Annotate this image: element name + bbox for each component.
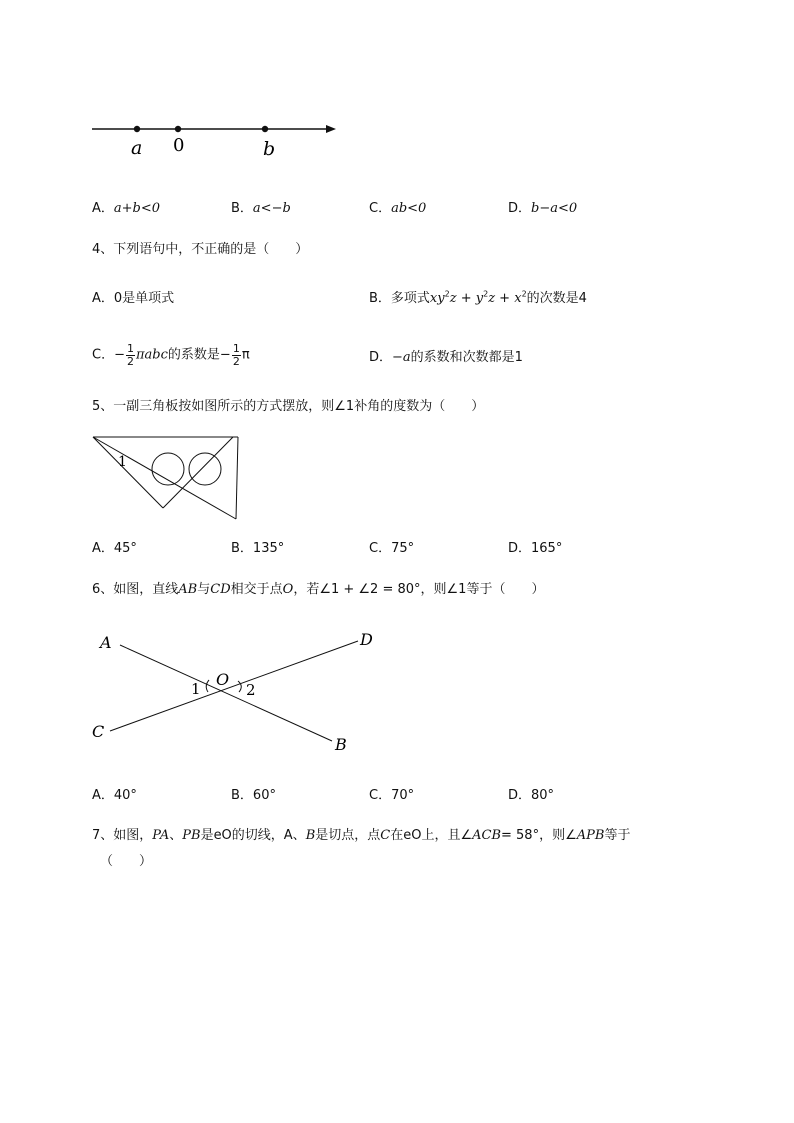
angle-2-label: 2 [246, 681, 256, 699]
q5-stem: 5、一副三角板按如图所示的方式摆放，则∠1补角的度数为（ ） [92, 399, 485, 414]
point-zero [175, 126, 181, 132]
q4-option-d[interactable]: D．−a的系数和次数都是1 [369, 350, 523, 365]
q3-option-b[interactable]: B．a<−b [231, 201, 291, 216]
point-a [134, 126, 140, 132]
q3-option-d[interactable]: D．b−a<0 [508, 201, 578, 216]
line-ab [120, 645, 332, 741]
ruler-hole-right [189, 453, 221, 485]
q4-stem: 4、下列语句中，不正确的是（ ） [92, 242, 309, 257]
q5-option-d[interactable]: D．165° [508, 541, 563, 556]
angle-1-label: 1 [118, 454, 127, 470]
q3-option-a[interactable]: A．a+b<0 [92, 201, 161, 216]
point-o-label: O [216, 670, 230, 689]
fraction-one-half-2: $\frac{1}{2}$ [232, 342, 240, 368]
label-b: b [263, 138, 276, 160]
q4-option-b[interactable]: B．多项式$xy^2z + y^2z + x^2$的次数是4 [369, 289, 587, 306]
label-zero: 0 [173, 135, 185, 156]
q4-option-a[interactable]: A．0是单项式 [92, 291, 175, 306]
q7-stem: 7、如图，PA、PB是eO的切线，A、B是切点，点C在eO上，且∠ACB= 58°，则∠APB等于 [92, 828, 631, 843]
q6-stem: 6、如图，直线AB与CD相交于点O，若∠1 + ∠2 = 80°，则∠1等于（ ） [92, 582, 545, 597]
q6-option-d[interactable]: D．80° [508, 788, 555, 803]
q6-option-a[interactable]: A．40° [92, 788, 137, 803]
line-cd [110, 641, 358, 731]
q6-option-b[interactable]: B．60° [231, 788, 276, 803]
point-b [262, 126, 268, 132]
triangle-rulers-figure [88, 430, 248, 525]
number-line-figure [88, 115, 348, 165]
point-a-label: A [100, 633, 112, 652]
point-b-label: B [335, 735, 347, 754]
angle-2-arc [238, 681, 241, 692]
point-c-label: C [92, 722, 105, 741]
q6-option-c[interactable]: C．70° [369, 788, 415, 803]
q5-option-a[interactable]: A．45° [92, 541, 137, 556]
q5-option-c[interactable]: C．75° [369, 541, 415, 556]
q7-answer-bracket: （ ） [100, 854, 153, 869]
angle-1-arc [206, 680, 209, 692]
q3-option-c[interactable]: C．ab<0 [369, 201, 427, 216]
label-a: a [131, 137, 143, 159]
fraction-one-half: $\frac{1}{2}$ [126, 342, 134, 368]
q4-option-c[interactable]: C．− $\frac{1}{2}$ πabc的系数是− $\frac{1}{2}$ π [92, 342, 250, 368]
number-line-arrow [326, 125, 336, 133]
point-d-label: D [360, 630, 373, 649]
intersecting-lines-figure [88, 620, 388, 760]
q5-option-b[interactable]: B．135° [231, 541, 285, 556]
angle-1-label: 1 [191, 680, 201, 698]
